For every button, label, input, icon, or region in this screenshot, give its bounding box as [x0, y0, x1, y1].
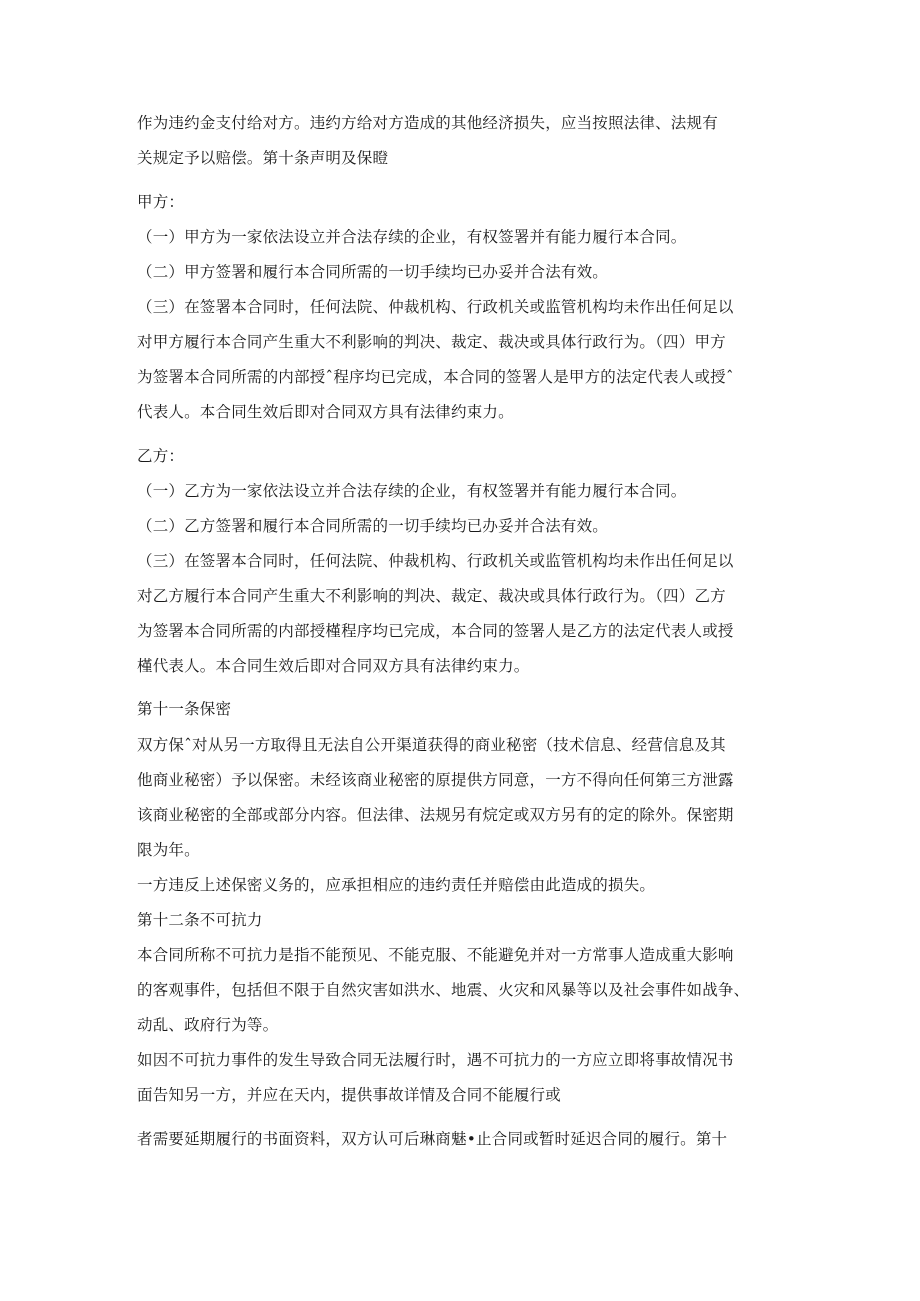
- text-line: 如因不可抗力事件的发生导致合同无法履行时，遇不可抗力的一方应立即将事故情况书: [137, 1051, 734, 1069]
- text-line: 为签署本合同所需的内部授槿程序均已完成，本合同的签署人是乙方的法定代表人或授: [137, 622, 734, 640]
- text-line: 槿代表人。本合同生效后即对合同双方具有法律约束力。: [137, 657, 530, 675]
- text-line: 乙方：: [137, 447, 185, 465]
- text-line: （二）甲方签署和履行本合同所需的一切手续均已办妥并合法有效。: [137, 263, 609, 281]
- text-line: （二）乙方签署和履行本合同所需的一切手续均已办妥并合法有效。: [137, 517, 609, 535]
- text-line: 一方违反上述保密义务的，应承担相应的违约责任并赔偿由此造成的损失。: [137, 876, 656, 894]
- text-line: 本合同所称不可抗力是指不能预见、不能克服、不能避免并对一方常事人造成重大影响: [137, 946, 734, 964]
- text-line: （三）在签署本合同时，任何法院、仲裁机构、行政机关或监管机构均未作出任何足以: [137, 298, 734, 316]
- text-line: 为签署本合同所需的内部授ˆ程序均已完成，本合同的签署人是甲方的法定代表人或授ˆ: [137, 368, 734, 386]
- text-line: 动乱、政府行为等。: [137, 1016, 279, 1034]
- text-line: 他商业秘密）予以保密。未经该商业秘密的原提供方同意，一方不得向任何第三方泄露: [137, 771, 734, 789]
- text-line: （一）乙方为一家依法设立并合法存续的企业，有权签署并有能力履行本合同。: [137, 482, 687, 500]
- text-line: 关规定予以赔偿。第十条声明及保瞪: [137, 149, 389, 167]
- section-heading: 第十二条不可抗力: [137, 911, 263, 929]
- text-line: 的客观事件，包括但不限于自然灾害如洪水、地震、火灾和风暴等以及社会事件如战争、: [137, 981, 750, 999]
- text-line: 作为违约金支付给对方。违约方给对方造成的其他经济损失，应当按照法律、法规有: [137, 114, 718, 132]
- text-line: 甲方：: [137, 193, 185, 211]
- section-heading: 第十一条保密: [137, 700, 232, 718]
- text-line: 者需要延期履行的书面资料，双方认可后琳商魅•止合同或暂时延迟合同的履行。第十: [137, 1130, 728, 1148]
- text-line: 双方保ˆ对从另一方取得且无法自公开渠道获得的商业秘密（技术信息、经营信息及其: [137, 736, 726, 754]
- text-line: 对乙方履行本合同产生重大不利影响的判决、裁定、裁决或具体行政行为。（四）乙方: [137, 587, 726, 605]
- text-line: 限为年。: [137, 841, 200, 859]
- text-line: 面告知另一方，并应在天内，提供事故详情及合同不能履行或: [137, 1086, 561, 1104]
- text-line: 该商业秘密的全部或部分内容。但法律、法规另有烷定或双方另有的定的除外。保密期: [137, 806, 734, 824]
- text-line: 代表人。本合同生效后即对合同双方具有法律约束力。: [137, 403, 514, 421]
- text-line: （一）甲方为一家依法设立并合法存续的企业，有权签署并有能力履行本合同。: [137, 228, 687, 246]
- text-line: （三）在签署本合同时，任何法院、仲裁机构、行政机关或监管机构均未作出任何足以: [137, 552, 734, 570]
- text-line: 对甲方履行本合同产生重大不利影响的判决、裁定、裁决或具体行政行为。（四）甲方: [137, 333, 726, 351]
